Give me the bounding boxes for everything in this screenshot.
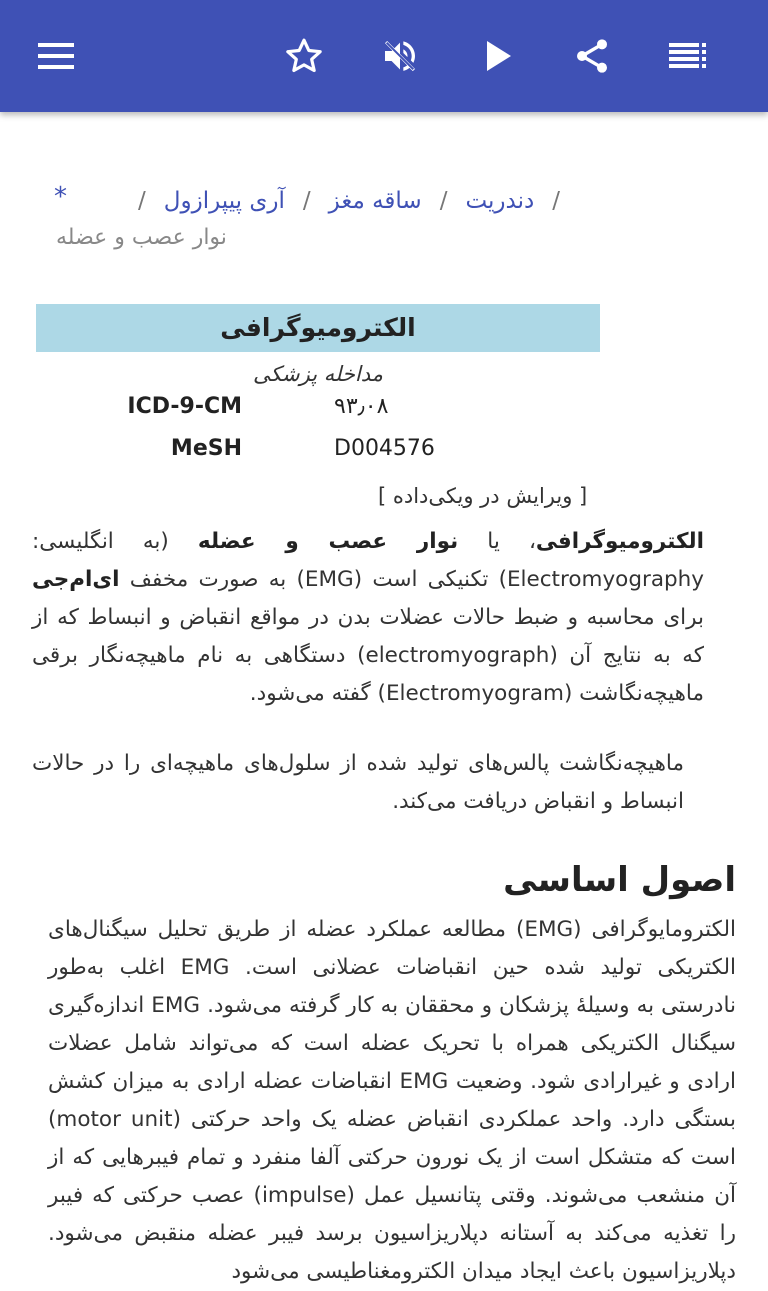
breadcrumb-star-link[interactable]: * bbox=[54, 182, 67, 212]
bold-term: ای‌ام‌جی bbox=[32, 567, 120, 592]
infobox-value: ۹۳٫۰۸ bbox=[334, 394, 389, 419]
toc-icon[interactable] bbox=[660, 28, 716, 84]
breadcrumb bbox=[18, 182, 578, 220]
breadcrumb-separator: / bbox=[552, 188, 560, 214]
breadcrumb-item-dendrite[interactable]: دندریت bbox=[465, 188, 535, 214]
bold-term: نوار عصب و عضله bbox=[197, 529, 459, 554]
bold-term: الکترومیوگرافی bbox=[535, 529, 704, 554]
infobox bbox=[36, 304, 600, 470]
menu-icon[interactable] bbox=[28, 28, 84, 84]
paragraph-text: برای محاسبه و ضبط حالات عضلات بدن در مواقع انقباض و انبساط که از که به نتایج آن (electromyograph) دستگاهی به نام ماهیچه‌نگار برقی ماهیچه‌نگاشت (Electromyogram) گفته می‌شود. bbox=[32, 605, 704, 706]
infobox-label[interactable]: MeSH bbox=[170, 436, 242, 461]
infobox-title: الکترومیوگرافی bbox=[36, 304, 600, 352]
paragraph-text: ، یا bbox=[458, 529, 536, 554]
volume-off-icon[interactable] bbox=[372, 28, 428, 84]
app-bar bbox=[0, 0, 768, 112]
paragraph: الکترومایوگرافی (EMG) مطالعه عملکرد عضله از طریق تحلیل سیگنال‌های الکتریکی تولید شده حین انقباضات عضلانی است. EMG اغلب به‌طور نادرستی به وسیلهٔ پزشکان و محققان به کار گرفته می‌شود. EMG اندازه‌گیری سیگنال الکتریکی همراه با تحریک عضله است که می‌تواند شامل عضلات ارادی و غیرارادی شود. وضعیت EMG انقباضات عضله ارادی به میزان کشش بستگی دارد. واحد عملکردی انقباض عضله یک واحد حرکتی (motor unit) است که متشکل است از یک نورون حرکتی آلفا منفرد و تمام فیبرهایی که از آن منشعب می‌شوند. وقتی پتانسیل عمل (impulse) عصب حرکتی که فیبر را تغذیه می‌کند به آستانه دپلاریزاسیون برسد فیبر عضله منقبض می‌شود. دپلاریزاسیون باعث ایجاد میدان الکترومغناطیسی می‌شود bbox=[48, 917, 736, 1284]
share-icon[interactable] bbox=[564, 28, 620, 84]
play-icon[interactable] bbox=[470, 28, 526, 84]
infobox-value[interactable]: D004576 bbox=[334, 436, 435, 461]
section-heading: اصول اساسی bbox=[503, 860, 736, 900]
breadcrumb-item-aripiprazole[interactable]: آری پیپرازول bbox=[163, 188, 285, 214]
paragraph: ماهیچه‌نگاشت پالس‌های تولید شده از سلول‌های ماهیچه‌ای را در حالات انبساط و انقباض دریافت می‌کند. bbox=[32, 751, 684, 814]
edit-on-wikidata-link[interactable]: [ ویرایش در ویکی‌داده ] bbox=[378, 484, 588, 508]
breadcrumb-separator: / bbox=[302, 188, 311, 214]
infobox-subtitle: مداخله پزشکی bbox=[252, 362, 384, 386]
intro-paragraph bbox=[32, 523, 704, 713]
infobox-label[interactable]: ICD-9-CM bbox=[127, 394, 242, 419]
paragraph-text: (به انگلیسی: Electromyography) تکنیکی است (EMG) به صورت مخفف bbox=[32, 529, 704, 592]
breadcrumb-separator: / bbox=[439, 188, 448, 214]
star-icon[interactable] bbox=[276, 28, 332, 84]
breadcrumb-item-brainstem[interactable]: ساقه مغز bbox=[328, 188, 422, 214]
infobox-row bbox=[36, 428, 600, 470]
breadcrumb-separator: / bbox=[138, 188, 146, 214]
breadcrumb-current: نوار عصب و عضله bbox=[56, 225, 227, 250]
infobox-row bbox=[36, 386, 600, 428]
